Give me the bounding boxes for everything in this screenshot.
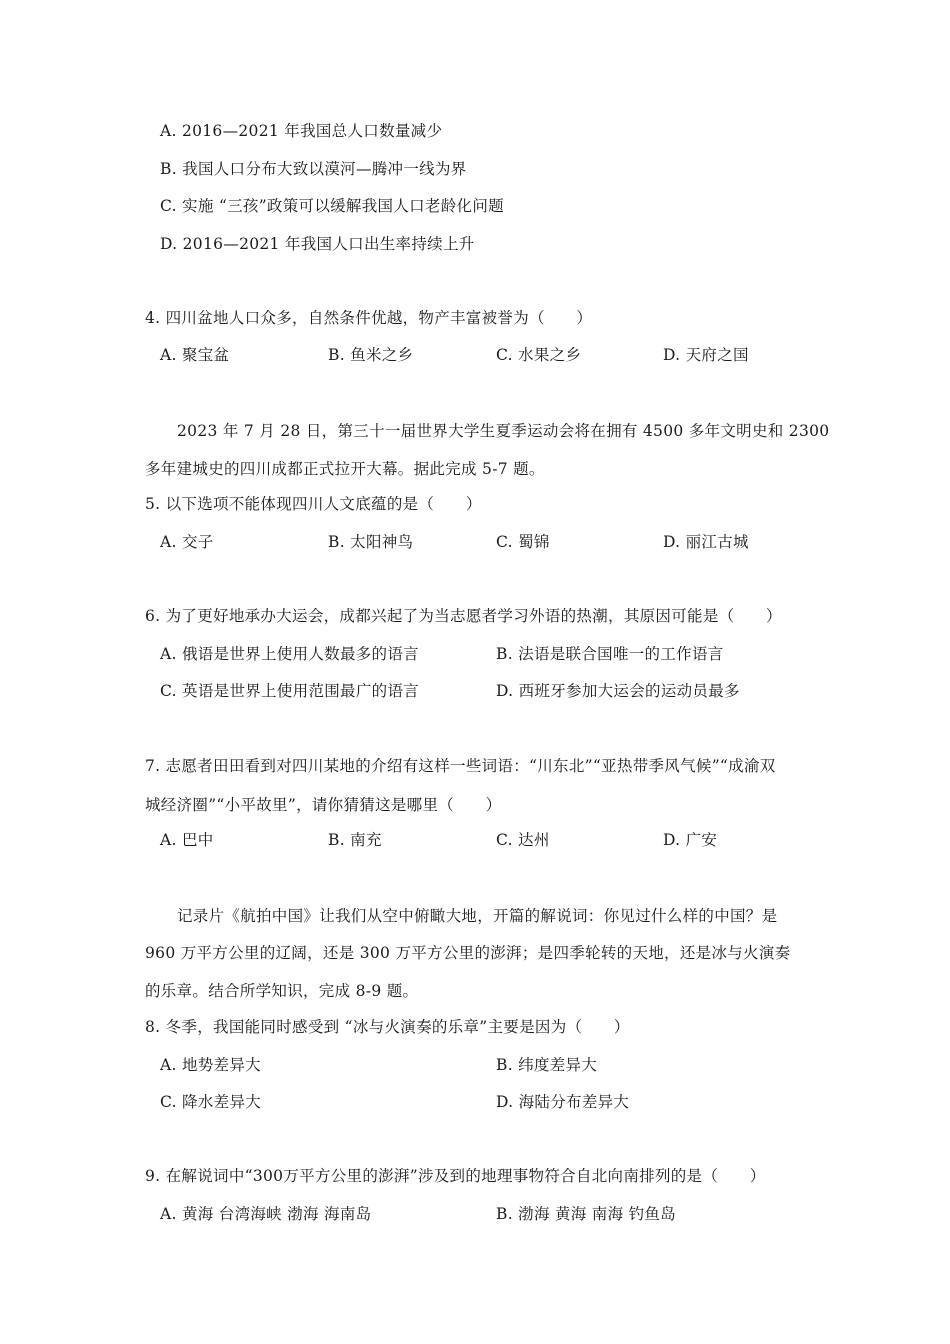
q7-option-a: A. 巴中	[160, 831, 214, 849]
q8-option-a: A. 地势差异大	[160, 1056, 261, 1074]
q7-option-d: D. 广安	[663, 831, 718, 849]
q3-option-d: D. 2016—2021 年我国人口出生率持续上升	[160, 235, 475, 253]
q5-option-c: C. 蜀锦	[496, 533, 550, 551]
passage2-line-2: 960 万平方公里的辽阔，还是 300 万平方公里的澎湃；是四季轮转的天地，还是冰与火演奏	[145, 944, 791, 962]
q5-option-b: B. 太阳神鸟	[328, 533, 414, 551]
passage1-line-2: 多年建城史的四川成都正式拉开大幕。据此完成 5-7 题。	[145, 460, 545, 478]
q7-stem-line-2: 城经济圈”“小平故里”，请你猜猜这是哪里（ ）	[145, 796, 502, 814]
q8-option-d: D. 海陆分布差异大	[496, 1093, 630, 1111]
q4-option-b: B. 鱼米之乡	[328, 346, 414, 364]
q4-option-c: C. 水果之乡	[496, 346, 582, 364]
q6-option-a: A. 俄语是世界上使用人数最多的语言	[160, 645, 419, 663]
q4-option-d: D. 天府之国	[663, 346, 749, 364]
q6-option-c: C. 英语是世界上使用范围最广的语言	[160, 682, 420, 700]
q6-option-b: B. 法语是联合国唯一的工作语言	[496, 645, 724, 663]
q5-stem: 5. 以下选项不能体现四川人文底蕴的是（ ）	[145, 495, 482, 513]
q8-option-c: C. 降水差异大	[160, 1093, 262, 1111]
q8-stem: 8. 冬季，我国能同时感受到 “冰与火演奏的乐章”主要是因为（ ）	[145, 1018, 630, 1036]
q6-stem: 6. 为了更好地承办大运会，成都兴起了为当志愿者学习外语的热潮，其原因可能是（ ）	[145, 607, 782, 625]
q3-option-c: C. 实施 “三孩”政策可以缓解我国人口老龄化问题	[160, 197, 504, 215]
q5-option-d: D. 丽江古城	[663, 533, 749, 551]
passage2-line-3: 的乐章。结合所学知识，完成 8-9 题。	[145, 982, 419, 1000]
passage1-line-1: 2023 年 7 月 28 日，第三十一届世界大学生夏季运动会将在拥有 4500 多年文明史和 2300	[177, 422, 830, 440]
q7-stem-line-1: 7. 志愿者田田看到对四川某地的介绍有这样一些词语：“川东北”“亚热带季风气候”“成渝双	[145, 757, 776, 775]
q9-option-a: A. 黄海 台湾海峡 渤海 海南岛	[160, 1205, 372, 1223]
q5-option-a: A. 交子	[160, 533, 214, 551]
q7-option-b: B. 南充	[328, 831, 382, 849]
q4-option-a: A. 聚宝盆	[160, 346, 230, 364]
q9-option-b: B. 渤海 黄海 南海 钓鱼岛	[496, 1205, 677, 1223]
q3-option-b: B. 我国人口分布大致以漠河—腾冲一线为界	[160, 160, 467, 178]
q9-stem: 9. 在解说词中“300万平方公里的澎湃”涉及到的地理事物符合自北向南排列的是（ ）	[145, 1167, 766, 1185]
q8-option-b: B. 纬度差异大	[496, 1056, 598, 1074]
q4-stem: 4. 四川盆地人口众多，自然条件优越，物产丰富被誉为（ ）	[145, 309, 593, 327]
q7-option-c: C. 达州	[496, 831, 550, 849]
q6-option-d: D. 西班牙参加大运会的运动员最多	[496, 682, 740, 700]
q3-option-a: A. 2016—2021 年我国总人口数量减少	[160, 122, 443, 140]
passage2-line-1: 记录片《航拍中国》让我们从空中俯瞰大地，开篇的解说词：你见过什么样的中国？是	[177, 907, 778, 925]
